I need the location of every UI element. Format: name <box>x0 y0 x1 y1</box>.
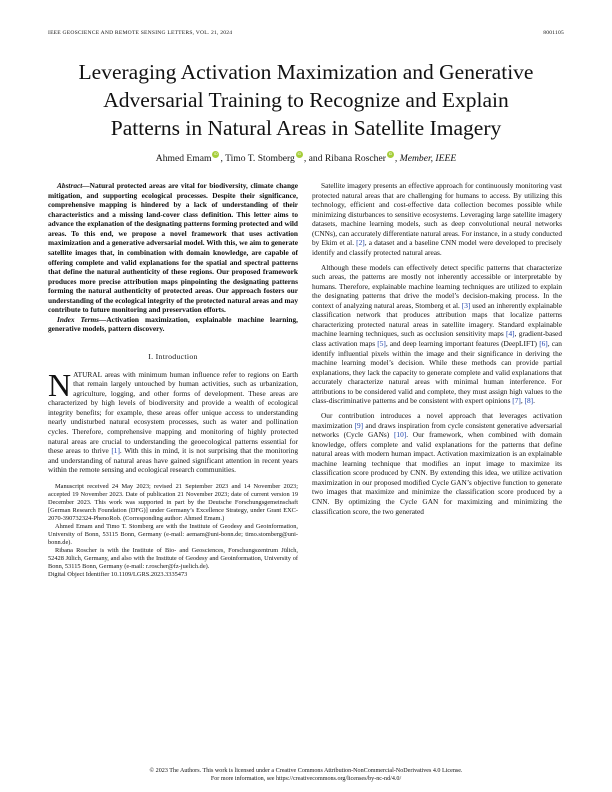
intro-first-word: ATURAL <box>73 369 103 379</box>
intro-text: areas with minimum human influence refer to regions on Earth that remain largely untouched by human activities, such as urbanization, agriculture, logging, and other forms of development. These areas are characterized by high levels of biodiversity and provide a wealth of ecological integrity benefits; for example, these areas offer unique access to understanding nearly undisturbed natural ecosystem processes, such as water and pollination cycles. Therefore, comprehensive mapping and monitoring of highly protected natural areas are crucial to understanding the geoecological patterns essential for these areas to thrive <box>48 369 298 456</box>
body-paragraph-3 <box>312 411 562 516</box>
running-header <box>48 30 564 39</box>
paragraph-text: , gradient-based class activation maps <box>312 329 562 348</box>
paragraph-text: . <box>533 396 535 406</box>
abstract <box>48 181 298 315</box>
paragraph-text: , and deep learning important features (DeepLIFT) <box>385 339 540 348</box>
author-3-membership: , Member, IEEE <box>394 153 457 164</box>
abstract-label: Abstract— <box>57 181 90 190</box>
journal-name: IEEE GEOSCIENCE AND REMOTE SENSING LETTERS, VOL. 21, 2024 <box>48 30 233 36</box>
author-1: Ahmed Emam <box>155 153 212 164</box>
citation-link[interactable]: [2] <box>356 238 365 248</box>
footnote-manuscript: Manuscript received 24 May 2023; revised 21 September 2023 and 14 November 2023; accepted 19 November 2023. Date of publication 21 November 2023; date of current version 19 December 2023. This work was supported in part by the Deutsche Forschungsgemeinschaft [German Research Foundation (DFG)] under Germany’s Excellence Strategy, under Grant EXC-2070-390732324-PhenoRob. (Corresponding author: Ahmed Emam.) <box>48 482 298 522</box>
paragraph-text: Although these models can effectively detect specific patterns that characterize such areas, the patterns are mostly not inherently accessible or interpretable by humans. Therefore, explainable machine learning techniques are utilized to explain the designating patterns that drive the model’s decision-making process. In the context of analyzing natural areas, Stomberg et al. <box>312 262 562 310</box>
author-list: Ahmed EmamiD , Timo T. StombergiD , and Ribana RoscheriD , Member, IEEE <box>40 151 572 164</box>
paragraph-text: Satellite imagery presents an effective approach for continuously monitoring vast protected natural areas that are challenging for humans to access. By utilizing this technology, efficient and cost-effective data collection becomes possible while minimizing disturbances to sensitive ecosystems. Leveraging large satellite imagery datasets, machine learning models, such as deep convolutional neural networks (CNNs), can accurately differentiate natural areas. For instance, in a study conducted by Ekim et al. <box>312 181 562 248</box>
title-line-3: Patterns in Natural Areas in Satellite Imagery <box>110 116 502 140</box>
body-paragraph-1 <box>312 181 562 258</box>
citation-link[interactable]: [10] <box>393 430 407 440</box>
intro-paragraph <box>48 366 299 475</box>
paragraph-text: , <box>520 396 525 406</box>
intro-text-2: . With this in mind, it is not surprising that the monitoring and understanding of natural areas have gained significant attention in recent years within the remote sensing and ecological research communities. <box>48 446 299 475</box>
license-url-line[interactable]: For more information, see https://creativecommons.org/licenses/by-nc-nd/4.0/ <box>210 776 402 783</box>
section-heading-introduction: I. Introduction <box>148 352 198 361</box>
body-paragraph-2 <box>312 263 562 406</box>
citation-link[interactable]: [3] <box>461 300 471 310</box>
title-line-2: Adversarial Training to Recognize and Explain <box>103 88 509 112</box>
left-column <box>48 181 298 579</box>
author-3: and Ribana Roscher <box>308 153 386 164</box>
author-2: Timo T. Stomberg <box>225 153 295 164</box>
index-terms-text: Activation maximization, explainable machine learning, generative models, pattern discovery. <box>48 314 298 334</box>
citation-link[interactable]: [5] <box>377 339 386 348</box>
index-terms-label: Index Terms— <box>57 314 107 324</box>
orcid-icon[interactable] <box>387 151 394 158</box>
title-line-1: Leveraging Activation Maximization and Generative <box>78 60 534 84</box>
license-notice <box>48 767 564 783</box>
paragraph-text: . Our framework, when combined with domain knowledge, offers complete and valid explanations for the patterns that define natural areas with modern human impact. Activation maximization is an explainable machine learning technique that modifies an input image to maximize its classification score produced by CNN. By extending this idea, we utilize activation maximization in our proposed modified Cycle GAN’s objective function to generate two images that maximize and minimize the classification score produced by a CNN. By optimizing the Cycle GAN for maximizing and minimizing the classification score, the two generated <box>312 430 562 516</box>
drop-cap: N <box>48 366 72 403</box>
citation-link[interactable]: [8] <box>524 396 534 406</box>
paper-title <box>40 58 572 142</box>
footnote <box>48 483 298 579</box>
paragraph-text: , can identify influential pixels within the image and their significance in deriving the machine learning model’s decision. While these methods can provide partial explanations, they lack the capacity to generate complete and valid explanations that accurately characterize natural areas with minimal human interference. For attributions to be considered valid and complete, they must assign high values to the class-discriminative patterns and be consistent with expert opinions <box>312 339 562 406</box>
index-terms <box>48 315 298 334</box>
paragraph-text: , a dataset and a baseline CNN model were developed to precisely identify and classify protected natural areas. <box>312 238 562 257</box>
citation-link[interactable]: [4] <box>506 329 515 339</box>
footnote-affiliation-1: Ahmed Emam and Timo T. Stomberg are with the Institute of Geodesy and Geoinformation, University of Bonn, 53115 Bonn, Germany (e-mail: aemam@uni-bonn.de; timo.stomberg@uni-bonn.de). <box>48 522 298 546</box>
citation-link[interactable]: [9] <box>354 420 364 430</box>
footnote-doi: Digital Object Identifier 10.1109/LGRS.2023.3335473 <box>48 570 188 578</box>
orcid-icon[interactable] <box>212 151 219 158</box>
orcid-icon[interactable] <box>296 151 303 158</box>
citation-link[interactable]: [1] <box>111 446 120 456</box>
license-line: © 2023 The Authors. This work is licensed under a Creative Commons Attribution-NonCommercial-NoDerivatives 4.0 License. <box>149 768 463 774</box>
footnote-affiliation-2: Ribana Roscher is with the Institute of Bio- and Geosciences, Forschungszentrum Jülich, 52428 Jülich, Germany, and also with the Institute of Geodesy and Geoinformation, University of Bonn, 53115 Bonn, Germany (e-mail: r.roscher@fz-juelich.de). <box>48 546 298 570</box>
article-number: 8001105 <box>543 30 564 36</box>
right-column <box>312 181 562 516</box>
citation-link[interactable]: [6] <box>539 339 548 348</box>
citation-link[interactable]: [7] <box>512 396 521 406</box>
abstract-text: Natural protected areas are vital for biodiversity, climate change mitigation, and supporting ecological processes. Despite their significance, comprehensive mapping is hindered by a lack of understanding of their characteristics and a missing land-cover class definition. This letter aims to advance the explanation of the designating patterns forming protected and wild areas. To this end, we propose a novel framework that uses activation maximization and a generative adversarial model. With this, we aim to generate satellite images that, in combination with domain knowledge, are capable of offering complete and valid explanations for the spatial and spectral patterns that define the natural authenticity of these regions. Our proposed framework produces more precise attribution maps pinpointing the designating patterns forming the natural authenticity of protected areas. Our approach fosters our understanding of the ecological integrity of the protected natural areas and may contribute to future monitoring and preservation efforts. <box>48 181 299 315</box>
paragraph-text: and draws inspiration from cycle consistent generative adversarial networks (Cycle GANs) <box>312 420 563 440</box>
paragraph-text: Our contribution introduces a novel approach that leverages activation maximization <box>312 410 562 430</box>
paragraph-text: used an inherently explainable classification network that produces attribution maps that localize patterns characterizing protected natural areas in satellite imagery. Standard explainable machine learning techniques, such as occlusion sensitivity maps <box>312 300 562 339</box>
